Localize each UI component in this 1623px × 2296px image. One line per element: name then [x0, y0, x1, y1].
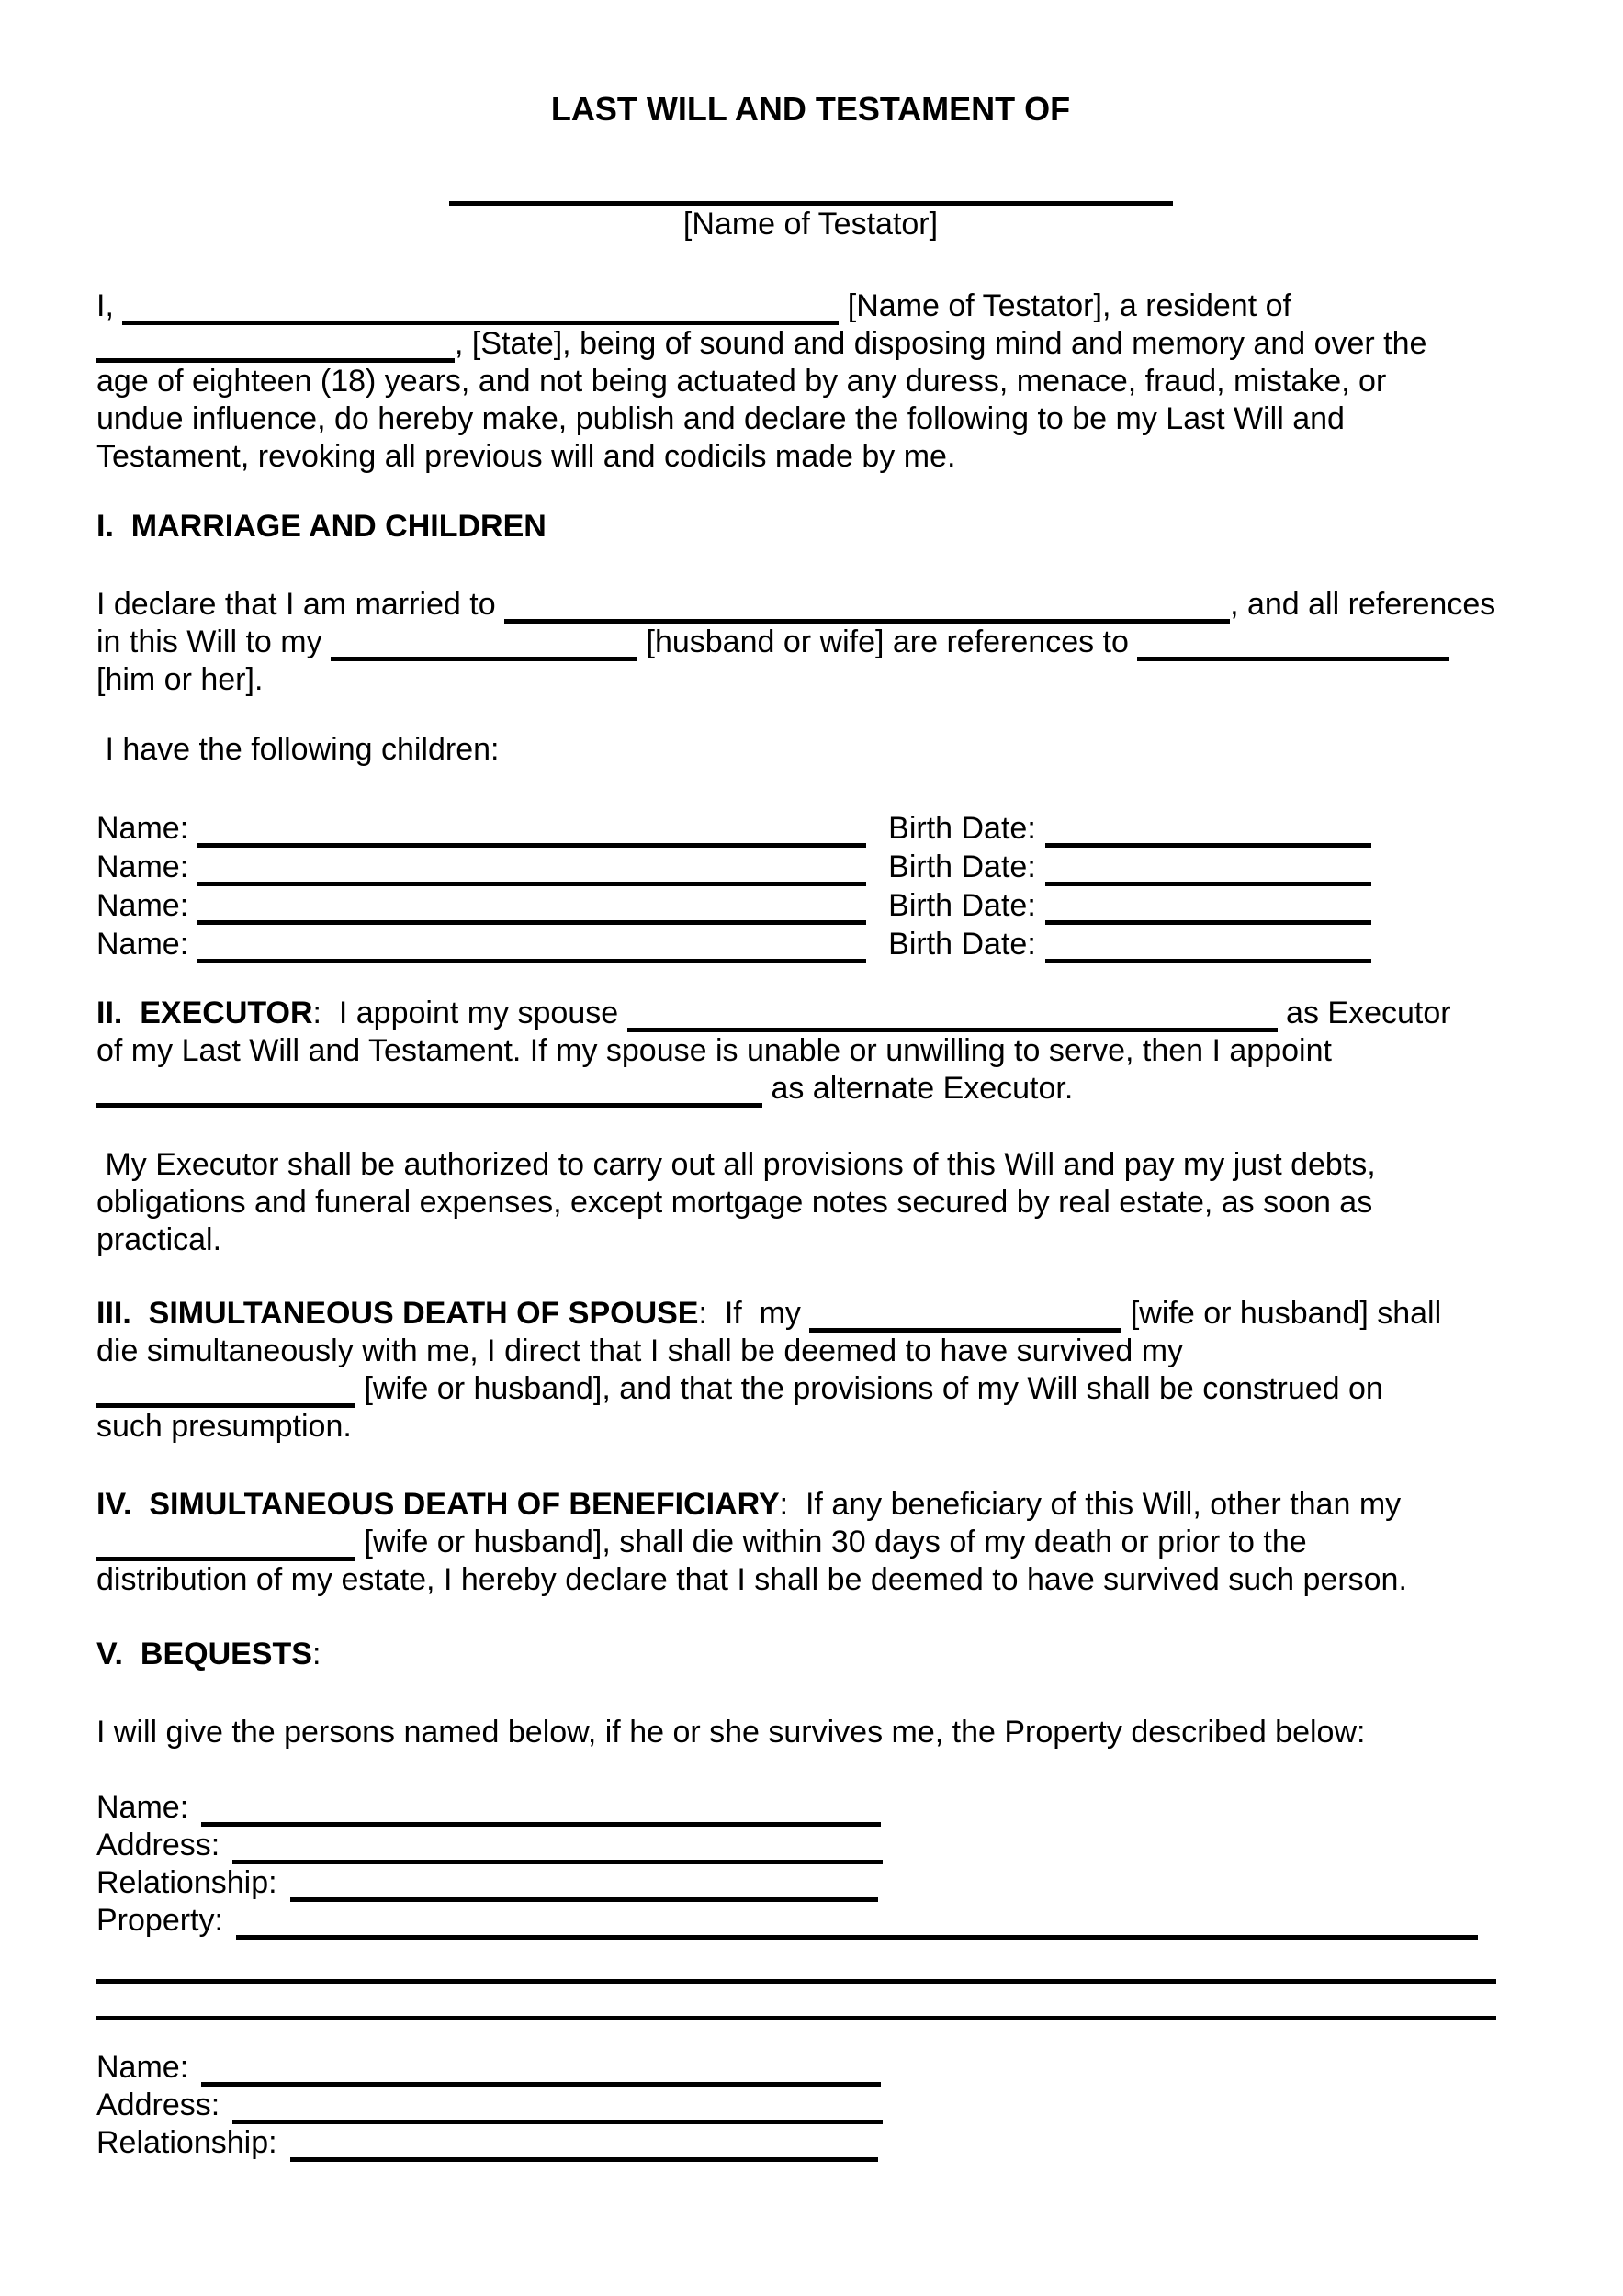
intro-line1-post: [Name of Testator], a resident of: [839, 288, 1291, 323]
beneficiary-name-blank: [201, 2057, 881, 2087]
child-birthdate-label: Birth Date:: [888, 811, 1036, 846]
executor-powers-line-2: obligations and funeral expenses, except mortgage notes secured by real estate, as soon as: [96, 1185, 1373, 1220]
intro-line2-post: , [State], being of sound and disposing mind and memory and over the: [455, 326, 1427, 361]
child-row: [96, 886, 1525, 925]
section-heading-sim-death-spouse: III. SIMULTANEOUS DEATH OF SPOUSE: [96, 1296, 699, 1331]
marriage-paragraph: [96, 586, 1525, 699]
sds-wife-husband-blank: [809, 1303, 1121, 1333]
beneficiary-address-label: Address:: [96, 1828, 220, 1863]
beneficiary-address-row: [96, 1827, 1525, 1864]
marriage-line-1: [96, 586, 1525, 624]
intro-line1-pre: I,: [96, 288, 123, 323]
child-birthdate-blank: [1045, 818, 1371, 848]
beneficiary-address-blank: [232, 2095, 883, 2124]
beneficiary-relationship-label: Relationship:: [96, 2125, 277, 2160]
children-list: [96, 809, 1525, 963]
child-birthdate-blank: [1045, 934, 1371, 963]
alternate-executor-blank: [96, 1078, 762, 1108]
beneficiary-relationship-blank: [290, 2133, 878, 2162]
simultaneous-death-spouse-paragraph: [96, 1295, 1525, 1446]
state-blank: [96, 333, 455, 363]
child-name-label: Name:: [96, 850, 189, 884]
beneficiary-name-row: [96, 2049, 1525, 2087]
section-heading-marriage: I. MARRIAGE AND CHILDREN: [96, 509, 547, 544]
beneficiary-property-row: [96, 1902, 1525, 1940]
child-row: [96, 809, 1525, 848]
beneficiary-name-blank: [201, 1797, 881, 1827]
bequests-intro: I will give the persons named below, if he or she survives me, the Property described below:: [96, 1715, 1366, 1750]
beneficiary-block-1: [96, 1789, 1525, 1940]
beneficiary-relationship-row: [96, 1864, 1525, 1902]
sdb-line-3: distribution of my estate, I hereby declare that I shall be deemed to have survived such person.: [96, 1562, 1407, 1597]
executor-line1-post: as Executor: [1277, 996, 1451, 1030]
intro-line-2: [96, 325, 1525, 363]
marriage-line-3: [him or her].: [96, 662, 264, 697]
property-continuation-line-2: [96, 2016, 1496, 2020]
child-name-label: Name:: [96, 811, 189, 846]
child-name-blank: [197, 818, 866, 848]
child-name-blank: [197, 895, 866, 925]
intro-line-4: undue influence, do hereby make, publish and declare the following to be my Last Will and: [96, 401, 1345, 436]
marriage-line2-mid: [husband or wife] are references to: [637, 625, 1138, 659]
beneficiary-block-2: [96, 2049, 1525, 2162]
executor-line-1: [96, 995, 1525, 1032]
section-heading-bequests: [96, 1636, 1525, 1673]
sds-line-3: [96, 1370, 1525, 1408]
marriage-line2-pre: in this Will to my: [96, 625, 332, 659]
sds-line-4: such presumption.: [96, 1409, 352, 1444]
document-title: LAST WILL AND TESTAMENT OF: [550, 90, 1071, 128]
child-row: [96, 848, 1525, 886]
beneficiary-relationship-row: [96, 2124, 1525, 2162]
sdb-line2-post: [wife or husband], shall die within 30 days of my death or prior to the: [355, 1525, 1307, 1559]
executor-line3-post: as alternate Executor.: [762, 1071, 1074, 1106]
sds-line3-post: [wife or husband], and that the provisions of my Will shall be construed on: [355, 1371, 1383, 1406]
bequests-heading-text: V. BEQUESTS: [96, 1637, 312, 1671]
intro-line-5: Testament, revoking all previous will and codicils made by me.: [96, 439, 956, 474]
beneficiary-address-row: [96, 2087, 1525, 2124]
sdb-line1-post: : If any beneficiary of this Will, other than my: [779, 1487, 1402, 1522]
child-name-blank: [197, 934, 866, 963]
sdb-line-1: [96, 1486, 1525, 1524]
sds-line1-mid: : If my: [698, 1296, 810, 1331]
beneficiary-name-label: Name:: [96, 1790, 189, 1825]
marriage-line1-post: , and all references: [1230, 587, 1496, 622]
child-birthdate-blank: [1045, 895, 1371, 925]
beneficiary-name-row: [96, 1789, 1525, 1827]
executor-line-2: of my Last Will and Testament. If my spouse is unable or unwilling to serve, then I appoint: [96, 1033, 1332, 1068]
section-heading-executor: II. EXECUTOR: [96, 996, 313, 1030]
executor-powers-line-3: practical.: [96, 1222, 222, 1257]
references-to-blank: [1137, 632, 1449, 661]
beneficiary-property-blank: [236, 1910, 1478, 1940]
executor-paragraph: [96, 995, 1525, 1108]
sds-wife-husband-blank-2: [96, 1379, 355, 1408]
testator-caption: [Name of Testator]: [682, 207, 939, 242]
executor-line1-mid: : I appoint my spouse: [312, 996, 627, 1030]
child-birthdate-label: Birth Date:: [888, 927, 1036, 962]
sds-line-2: die simultaneously with me, I direct that I shall be deemed to have survived my: [96, 1334, 1184, 1368]
husband-or-wife-blank: [331, 632, 637, 661]
beneficiary-name-label: Name:: [96, 2050, 189, 2085]
executor-line-3: [96, 1070, 1525, 1108]
bequests-heading-colon: :: [311, 1637, 321, 1671]
sdb-line-2: [96, 1524, 1525, 1561]
executor-powers-line-1: My Executor shall be authorized to carry out all provisions of this Will and pay my just debts,: [96, 1147, 1376, 1182]
child-row: [96, 925, 1525, 963]
property-continuation-line-1: [96, 1979, 1496, 1984]
spouse-name-blank: [504, 594, 1230, 624]
child-birthdate-blank: [1045, 857, 1371, 886]
beneficiary-address-blank: [232, 1835, 883, 1864]
intro-paragraph: [96, 287, 1525, 476]
beneficiary-relationship-blank: [290, 1873, 878, 1902]
executor-powers-paragraph: [96, 1146, 1525, 1259]
sdb-wife-husband-blank: [96, 1532, 355, 1561]
child-name-blank: [197, 857, 866, 886]
child-birthdate-label: Birth Date:: [888, 888, 1036, 923]
child-birthdate-label: Birth Date:: [888, 850, 1036, 884]
intro-line-1: [96, 287, 1525, 325]
simultaneous-death-beneficiary-paragraph: [96, 1486, 1525, 1599]
beneficiary-property-label: Property:: [96, 1903, 223, 1938]
children-intro: I have the following children:: [96, 732, 500, 767]
child-name-label: Name:: [96, 888, 189, 923]
sds-line-1: [96, 1295, 1525, 1333]
testator-name-blank-line: [449, 128, 1173, 206]
beneficiary-address-label: Address:: [96, 2088, 220, 2122]
child-name-label: Name:: [96, 927, 189, 962]
section-heading-sim-death-beneficiary: IV. SIMULTANEOUS DEATH OF BENEFICIARY: [96, 1487, 780, 1522]
executor-spouse-blank: [627, 1003, 1278, 1032]
intro-line-3: age of eighteen (18) years, and not being actuated by any duress, menace, fraud, mistake, or: [96, 364, 1387, 399]
testator-name-blank: [122, 296, 839, 325]
marriage-line1-pre: I declare that I am married to: [96, 587, 505, 622]
beneficiary-relationship-label: Relationship:: [96, 1865, 277, 1900]
marriage-line-2: [96, 624, 1525, 661]
sds-line1-post: [wife or husband] shall: [1121, 1296, 1442, 1331]
